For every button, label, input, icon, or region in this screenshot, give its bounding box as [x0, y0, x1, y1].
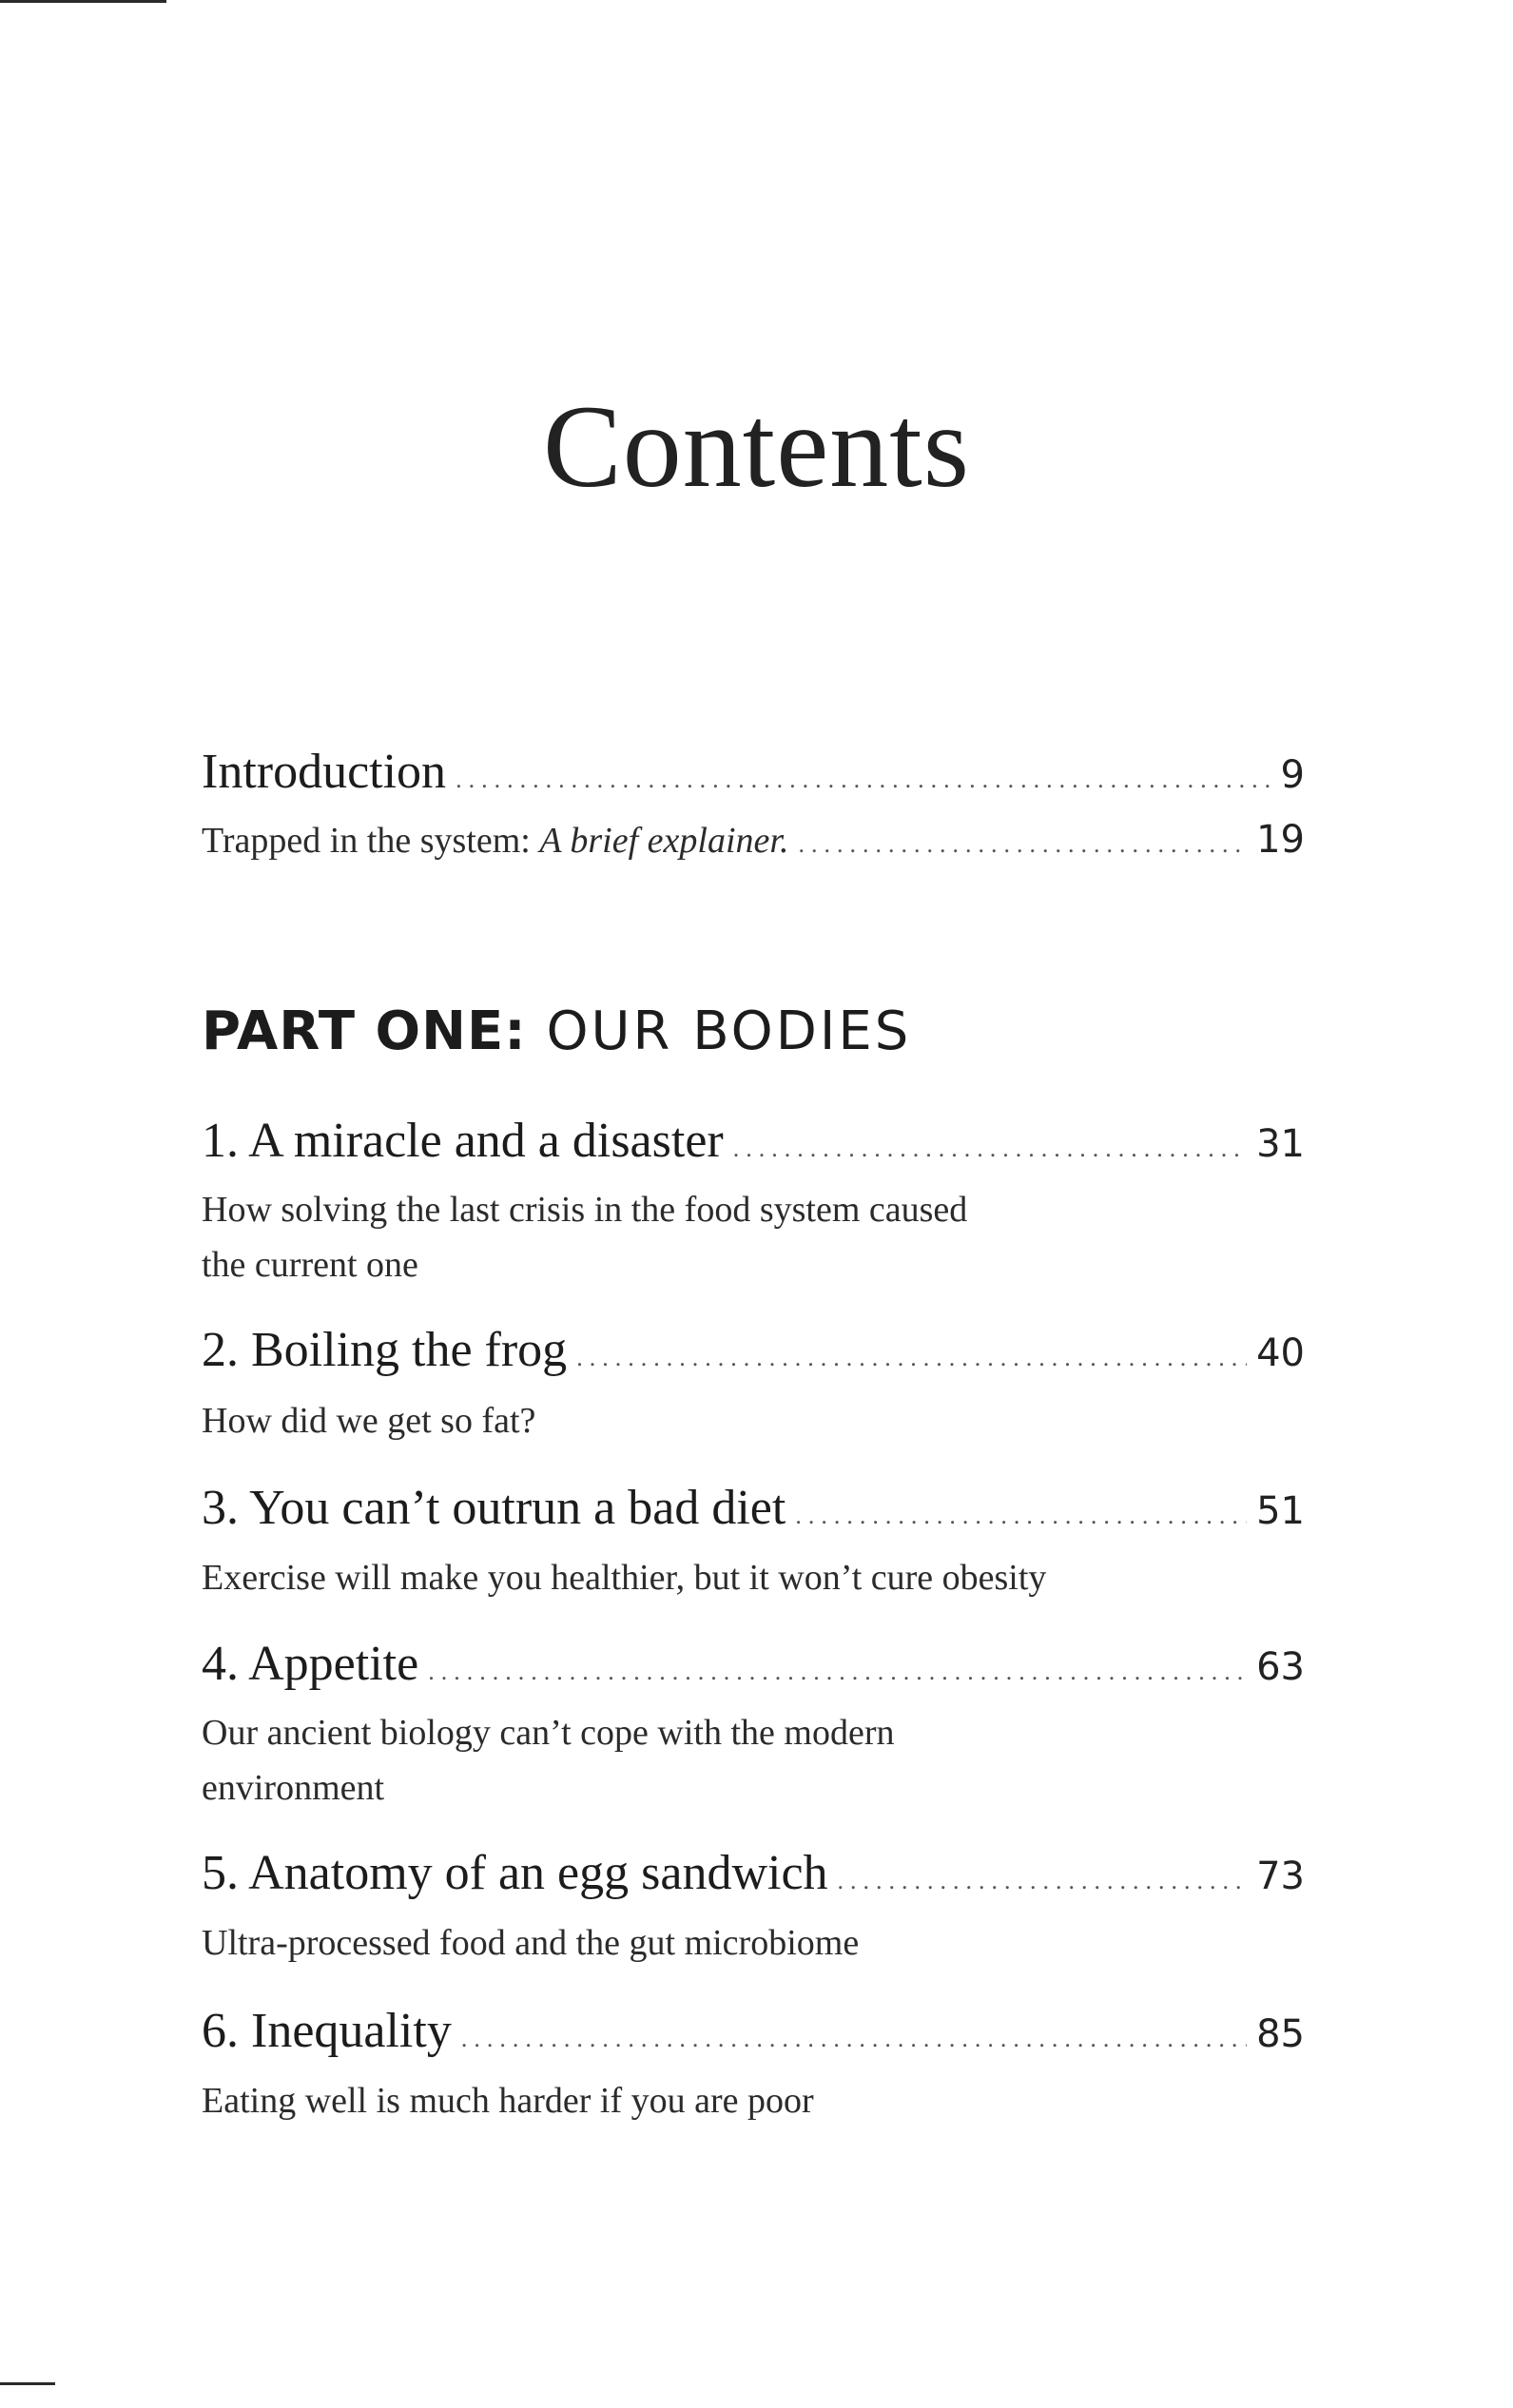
toc-entry-explainer[interactable] — [202, 818, 1305, 862]
toc-page-number: 31 — [1256, 1122, 1305, 1166]
toc-page-number: 19 — [1256, 818, 1305, 862]
part-heading-title: OUR BODIES — [526, 1000, 912, 1062]
part-heading-bold: PART ONE: — [202, 1000, 527, 1062]
toc-entry-chapter-3[interactable] — [202, 1480, 1305, 1536]
toc-entry-label: 4. Appetite — [202, 1637, 419, 1691]
toc-entry-label — [202, 820, 788, 862]
part-heading — [202, 1000, 911, 1062]
toc-page-number: 73 — [1256, 1855, 1305, 1898]
explainer-label-prefix: Trapped in the system: — [202, 821, 540, 861]
toc-entry-subtitle: How solving the last crisis in the food system caused the current one — [202, 1190, 968, 1285]
dot-leader — [733, 1135, 1247, 1163]
toc-entry-label: 5. Anatomy of an egg sandwich — [202, 1846, 828, 1900]
scan-edge-mark — [0, 0, 166, 3]
page-title: Contents — [543, 381, 970, 513]
dot-leader — [461, 2025, 1247, 2053]
dot-leader — [428, 1658, 1247, 1686]
toc-page-number: 40 — [1256, 1331, 1305, 1375]
dot-leader — [456, 766, 1271, 794]
toc-entry-subtitle: Exercise will make you healthier, but it won’t cure obesity — [202, 1558, 1047, 1598]
toc-entry-subtitle: Our ancient biology can’t cope with the modern environment — [202, 1713, 895, 1808]
toc-entry-label: 6. Inequality — [202, 2004, 452, 2058]
explainer-label-italic: A brief explainer. — [539, 821, 789, 861]
toc-entry-chapter-5[interactable] — [202, 1845, 1305, 1901]
toc-page-number: 85 — [1256, 2012, 1305, 2056]
toc-page-number: 51 — [1256, 1489, 1305, 1533]
dot-leader — [798, 830, 1247, 859]
dot-leader — [838, 1867, 1248, 1895]
toc-page-number: 9 — [1280, 753, 1305, 797]
toc-entry-chapter-1[interactable] — [202, 1113, 1305, 1169]
toc-entry-subtitle: Ultra-processed food and the gut microbiome — [202, 1923, 860, 1963]
toc-entry-label: 1. A miracle and a disaster — [202, 1114, 724, 1168]
toc-entry-label: 2. Boiling the frog — [202, 1323, 568, 1377]
toc-entry-label: 3. You can’t outrun a bad diet — [202, 1481, 786, 1535]
toc-entry-subtitle: Eating well is much harder if you are poor — [202, 2081, 814, 2121]
scan-edge-mark — [0, 2382, 55, 2385]
toc-entry-chapter-2[interactable] — [202, 1322, 1305, 1378]
toc-entry-chapter-4[interactable] — [202, 1636, 1305, 1692]
toc-entry-introduction[interactable] — [202, 744, 1305, 800]
dot-leader — [576, 1344, 1247, 1372]
toc-entry-subtitle: How did we get so fat? — [202, 1401, 536, 1441]
toc-entry-label: Introduction — [202, 745, 447, 799]
toc-entry-chapter-6[interactable] — [202, 2003, 1305, 2059]
dot-leader — [795, 1502, 1247, 1530]
toc-page-number: 63 — [1256, 1645, 1305, 1689]
